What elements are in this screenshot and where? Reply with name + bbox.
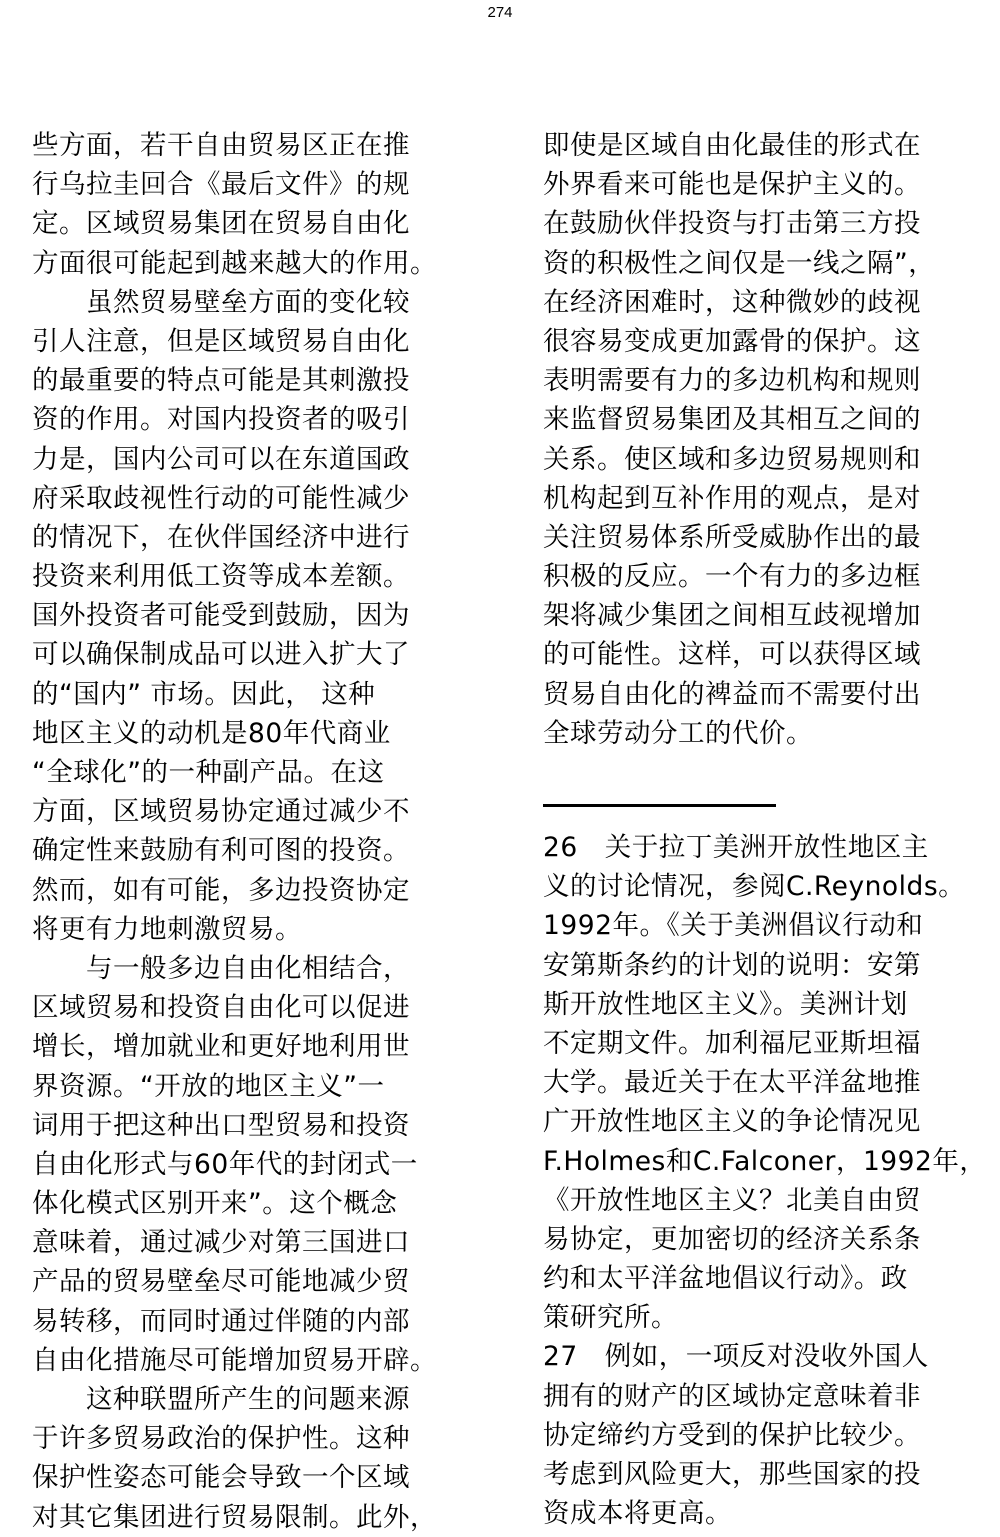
page-number: 274 <box>487 4 513 21</box>
text-line: 的最重要的特点可能是其刺激投 <box>32 365 410 397</box>
text-line: 保护性姿态可能会导致一个区域 <box>32 1462 410 1494</box>
footnote-line: 资成本将更高。 <box>543 1498 732 1530</box>
footnote-divider <box>543 804 776 807</box>
text-line: 确定性来鼓励有利可图的投资。 <box>32 835 410 867</box>
text-line: 在鼓励伙伴投资与打击第三方投 <box>543 208 921 240</box>
text-line: 对其它集团进行贸易限制。此外， <box>32 1501 437 1533</box>
footnote-line: 易协定，更加密切的经济关系条 <box>543 1223 921 1255</box>
footnote-line: 安第斯条约的计划的说明：安第 <box>543 949 921 981</box>
footnote-line: 《开放性地区主义？北美自由贸 <box>543 1184 921 1216</box>
text-line: 这种联盟所产生的问题来源 <box>32 1384 410 1415</box>
footnote-line: 义的讨论情况，参阅C.Reynolds。 <box>543 871 966 903</box>
footnote-line: 不定期文件。加利福尼亚斯坦福 <box>543 1027 921 1059</box>
text-line: 可以确保制成品可以进入扩大了 <box>32 639 410 671</box>
text-line: 地区主义的动机是80年代商业 <box>32 717 391 749</box>
text-line: 些方面，若干自由贸易区正在推 <box>32 130 410 161</box>
footnote-line: 考虑到风险更大，那些国家的投 <box>543 1459 921 1490</box>
text-line: 于许多贸易政治的保护性。这种 <box>32 1423 410 1455</box>
text-line: 国外投资者可能受到鼓励，因为 <box>32 600 410 632</box>
text-line: 方面很可能起到越来越大的作用。 <box>32 247 437 279</box>
footnote-line: 协定缔约方受到的保护比较少。 <box>543 1419 921 1451</box>
footnote-line: 约和太平洋盆地倡议行动》。政 <box>543 1263 908 1295</box>
text-line: 自由化措施尽可能增加贸易开辟。 <box>32 1344 437 1376</box>
text-line: 关系。使区域和多边贸易规则和 <box>543 443 921 475</box>
text-line: 产品的贸易壁垒尽可能地减少贸 <box>32 1266 410 1298</box>
left-column <box>32 126 442 1537</box>
text-line: 然而，如有可能，多边投资协定 <box>32 874 410 906</box>
text-line: 意味着，通过减少对第三国进口 <box>32 1227 410 1259</box>
text-line: 引人注意，但是区域贸易自由化 <box>32 325 410 357</box>
footnote-line: 拥有的财产的区域协定意味着非 <box>543 1380 921 1412</box>
text-line: 府采取歧视性行动的可能性减少 <box>32 482 410 514</box>
footnote-line: 27 例如，一项反对没收外国人 <box>543 1341 929 1373</box>
text-line: 虽然贸易壁垒方面的变化较 <box>32 286 410 318</box>
text-line: 的“国内” 市场。因此， 这种 <box>32 678 376 710</box>
text-line: 将更有力地刺激贸易。 <box>32 913 302 945</box>
text-line: 界资源。“开放的地区主义”一 <box>32 1070 385 1102</box>
footnote-line: 大学。最近关于在太平洋盆地推 <box>543 1067 921 1099</box>
text-line: 的可能性。这样，可以获得区域 <box>543 639 921 671</box>
text-line: 积极的反应。一个有力的多边框 <box>543 561 921 593</box>
footnote-line: 26 关于拉丁美洲开放性地区主 <box>543 832 929 863</box>
footnote-line: 策研究所。 <box>543 1302 678 1334</box>
text-line: 资的作用。对国内投资者的吸引 <box>32 404 410 436</box>
text-line: 机构起到互补作用的观点，是对 <box>543 482 921 514</box>
text-line: 很容易变成更加露骨的保护。这 <box>543 325 921 357</box>
footnotes <box>543 828 987 1533</box>
footnote-line: 广开放性地区主义的争论情况见 <box>543 1106 921 1138</box>
text-line: 全球劳动分工的代价。 <box>543 717 813 749</box>
text-line: 力是，国内公司可以在东道国政 <box>32 443 410 475</box>
text-line: 贸易自由化的裨益而不需要付出 <box>543 678 921 710</box>
text-line: 来监督贸易集团及其相互之间的 <box>543 404 921 436</box>
text-line: 与一般多边自由化相结合， <box>32 952 410 984</box>
text-line: 表明需要有力的多边机构和规则 <box>543 365 921 397</box>
right-column <box>543 126 958 753</box>
text-line: 在经济困难时，这种微妙的歧视 <box>543 286 921 318</box>
text-line: 行乌拉圭回合《最后文件》的规 <box>32 169 410 201</box>
text-line: 的情况下，在伙伴国经济中进行 <box>32 521 410 553</box>
text-line: 区域贸易和投资自由化可以促进 <box>32 992 410 1024</box>
text-line: 体化模式区别开来”。这个概念 <box>32 1188 398 1220</box>
text-line: 词用于把这种出口型贸易和投资 <box>32 1109 410 1141</box>
text-line: 架将减少集团之间相互歧视增加 <box>543 600 921 632</box>
text-line: 投资来利用低工资等成本差额。 <box>32 561 410 593</box>
text-line: 增长，增加就业和更好地利用世 <box>32 1031 410 1063</box>
text-line: 自由化形式与60年代的封闭式一 <box>32 1148 418 1180</box>
text-line: 易转移，而同时通过伴随的内部 <box>32 1305 410 1337</box>
text-line: 即使是区域自由化最佳的形式在 <box>543 130 921 161</box>
text-line: 关注贸易体系所受威胁作出的最 <box>543 521 921 553</box>
footnote-line: F.Holmes和C.Falconer，1992年， <box>543 1145 987 1177</box>
text-line: “全球化”的一种副产品。在这 <box>32 757 385 788</box>
footnote-line: 斯开放性地区主义》。美洲计划 <box>543 988 908 1020</box>
text-line: 方面，区域贸易协定通过减少不 <box>32 796 410 828</box>
footnote-line: 1992年。《关于美洲倡议行动和 <box>543 910 924 942</box>
text-line: 资的积极性之间仅是一线之隔”， <box>543 247 936 279</box>
text-line: 定。区域贸易集团在贸易自由化 <box>32 208 410 240</box>
text-line: 外界看来可能也是保护主义的。 <box>543 169 921 201</box>
